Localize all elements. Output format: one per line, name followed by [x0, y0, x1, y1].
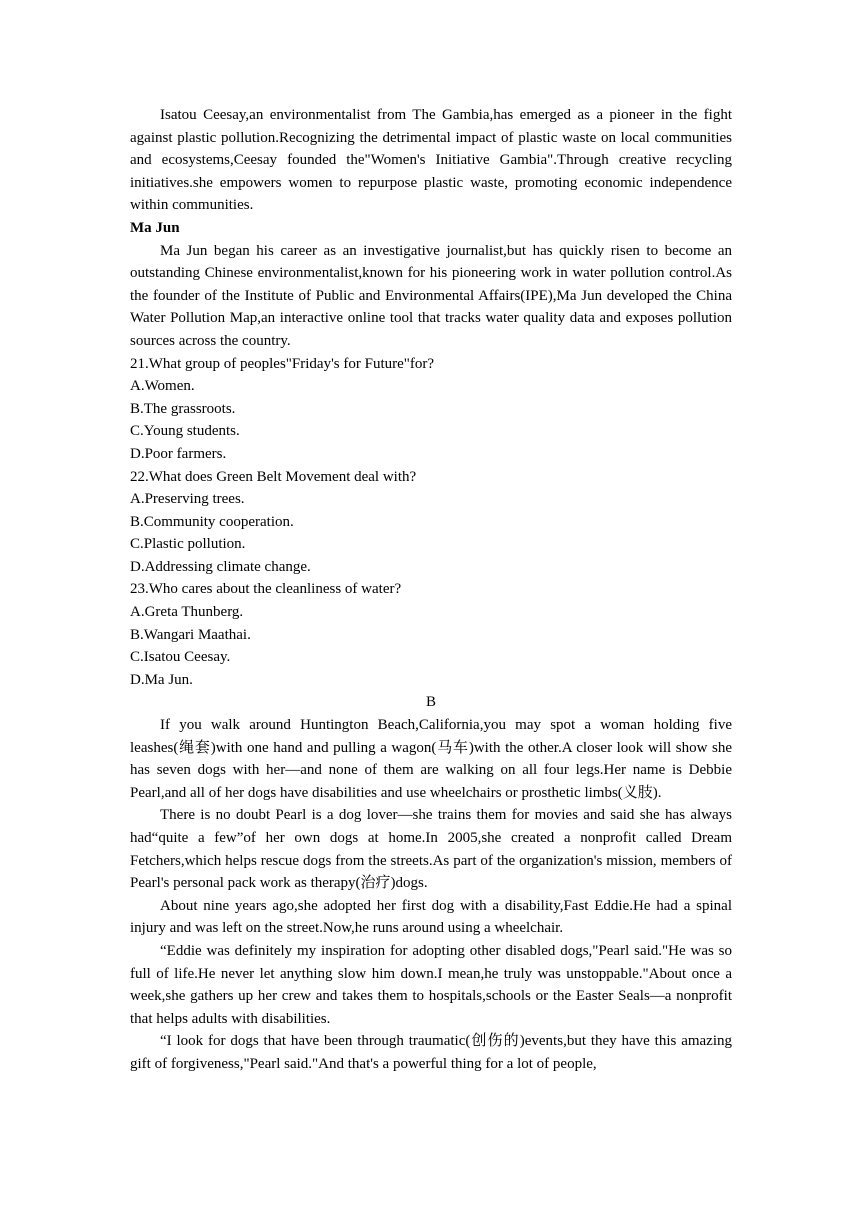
paragraph-ma-jun: Ma Jun began his career as an investigative journalist,but has quickly risen to become an outstanding Chinese environmentalist,known for his pioneering work in water pollution control.As the founder of the Institute of Public and Environmental Affairs(IPE),Ma Jun developed the China Water Pollution Map,an interactive online tool that tracks water quality data and exposes pollution sources across the country. [130, 242, 732, 349]
answer-option: D.Ma Jun. [130, 671, 193, 688]
question-22 [130, 466, 732, 579]
paragraph-b-5: “I look for dogs that have been through traumatic(创伤的)events,but they have this amazing gift of forgiveness,"Pearl said."And that's a powerful thing for a lot of people, [130, 1033, 732, 1072]
answer-option: B.Community cooperation. [130, 513, 294, 530]
question-stem: 23.Who cares about the cleanliness of water? [130, 581, 402, 598]
paragraph-b-4: “Eddie was definitely my inspiration for adopting other disabled dogs,"Pearl said."He was so full of life.He never let anything slow him down.I mean,he truly was unstoppable."About once a week,she gathers up her crew and takes them to hospitals,schools or the Easter Seals—a nonprofit that helps adults with disabilities. [130, 942, 732, 1027]
answer-option: B.The grassroots. [130, 400, 236, 417]
answer-option: B.Wangari Maathai. [130, 626, 251, 643]
heading-ma-jun: Ma Jun [130, 219, 180, 236]
question-23 [130, 578, 732, 691]
answer-option: A.Greta Thunberg. [130, 604, 244, 621]
answer-option: C.Plastic pollution. [130, 536, 246, 553]
answer-option: D.Poor farmers. [130, 445, 227, 462]
paragraph-b-1: If you walk around Huntington Beach,California,you may spot a woman holding five leashes(绳套)with one hand and pulling a wagon(马车)with the other.A closer look will show she has seven dogs with her—and none of them are walking on all four legs.Her name is Debbie Pearl,and all of her dogs have disabilities and use wheelchairs or prosthetic limbs(义肢). [130, 717, 732, 801]
paragraph-b-2: There is no doubt Pearl is a dog lover—she trains them for movies and said she has always had“quite a few”of her own dogs at home.In 2005,she created a nonprofit called Dream Fetchers,which helps rescue dogs from the streets.As part of the organization's mission, members of Pearl's personal pack work as therapy(治疗)dogs. [130, 807, 732, 892]
answer-option: C.Young students. [130, 423, 240, 440]
answer-option: C.Isatou Ceesay. [130, 649, 231, 666]
question-stem: 21.What group of peoples"Friday's for Future"for? [130, 355, 435, 372]
paragraph-b-3: About nine years ago,she adopted her first dog with a disability,Fast Eddie.He had a spinal injury and was left on the street.Now,he runs around using a wheelchair. [130, 897, 732, 937]
question-21 [130, 353, 732, 466]
section-label-b: B [425, 694, 436, 711]
document-body [130, 104, 732, 1076]
answer-option: A.Women. [130, 378, 195, 395]
question-stem: 22.What does Green Belt Movement deal with? [130, 468, 417, 485]
answer-option: D.Addressing climate change. [130, 558, 311, 575]
paragraph-ceesay: Isatou Ceesay,an environmentalist from The Gambia,has emerged as a pioneer in the fight against plastic pollution.Recognizing the detrimental impact of plastic waste on local communities and ecosystems,Ceesay founded the"Women's Initiative Gambia".Through creative recycling initiatives.she empowers women to repurpose plastic waste, promoting economic independence within communities. [130, 107, 732, 214]
answer-option: A.Preserving trees. [130, 491, 245, 508]
